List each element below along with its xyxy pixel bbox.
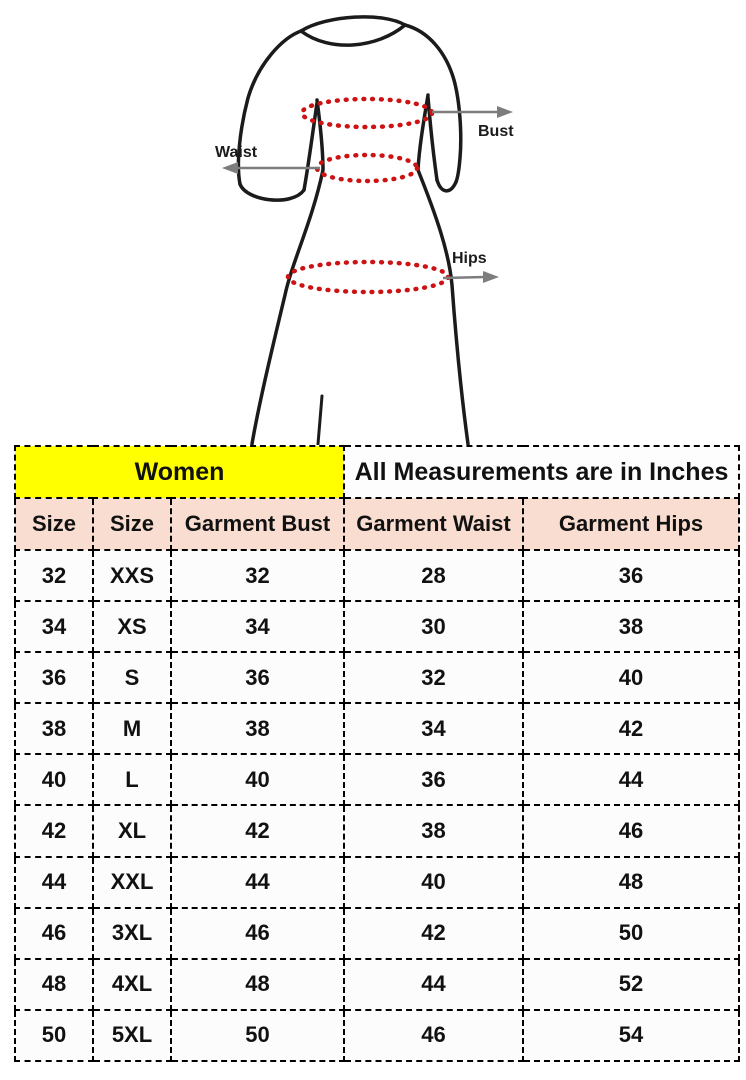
size-cell: 36	[171, 652, 344, 703]
size-cell: 42	[171, 805, 344, 856]
dress-measurement-diagram	[0, 0, 746, 445]
hips-label: Hips	[452, 250, 487, 267]
column-header-size-letter: Size	[93, 498, 171, 550]
size-cell: 54	[523, 1010, 739, 1061]
size-cell: 46	[171, 908, 344, 959]
measurement-note-cell: All Measurements are in Inches	[344, 446, 739, 498]
size-cell: 44	[344, 959, 523, 1010]
bust-label: Bust	[478, 123, 514, 140]
table-row	[15, 959, 739, 1010]
table-row	[15, 703, 739, 754]
size-cell: 34	[15, 601, 93, 652]
table-row	[15, 754, 739, 805]
group-header-row	[15, 446, 739, 498]
hips-arrow	[443, 277, 485, 278]
table-row	[15, 908, 739, 959]
column-header-size-numeric: Size	[15, 498, 93, 550]
size-cell: 38	[523, 601, 739, 652]
hips-measure-line	[288, 262, 448, 292]
table-row	[15, 857, 739, 908]
waist-arrowhead-icon	[222, 162, 238, 174]
size-cell: 40	[15, 754, 93, 805]
size-cell: 42	[523, 703, 739, 754]
size-cell: 38	[15, 703, 93, 754]
size-cell: M	[93, 703, 171, 754]
size-cell: 4XL	[93, 959, 171, 1010]
size-cell: 40	[171, 754, 344, 805]
size-cell: 44	[15, 857, 93, 908]
size-cell: XXS	[93, 550, 171, 601]
waist-label: Waist	[215, 144, 258, 161]
size-cell: 48	[15, 959, 93, 1010]
bust-arrowhead-icon	[497, 106, 513, 118]
size-cell: XXL	[93, 857, 171, 908]
size-cell: 50	[15, 1010, 93, 1061]
size-table-body	[15, 550, 739, 1061]
size-cell: 42	[15, 805, 93, 856]
column-header-row	[15, 498, 739, 550]
table-row	[15, 652, 739, 703]
size-cell: 40	[523, 652, 739, 703]
size-cell: 32	[15, 550, 93, 601]
size-cell: 46	[15, 908, 93, 959]
size-cell: S	[93, 652, 171, 703]
women-header-cell: Women	[15, 446, 344, 498]
size-cell: XS	[93, 601, 171, 652]
bust-measure-line	[302, 99, 432, 127]
size-cell: 34	[344, 703, 523, 754]
size-cell: 36	[344, 754, 523, 805]
size-cell: 38	[344, 805, 523, 856]
size-cell: 28	[344, 550, 523, 601]
column-header-garment-bust: Garment Bust	[171, 498, 344, 550]
size-cell: L	[93, 754, 171, 805]
size-cell: 52	[523, 959, 739, 1010]
table-row	[15, 805, 739, 856]
size-cell: 48	[171, 959, 344, 1010]
size-cell: 40	[344, 857, 523, 908]
table-row	[15, 601, 739, 652]
size-cell: 50	[523, 908, 739, 959]
size-cell: 36	[523, 550, 739, 601]
size-cell: 38	[171, 703, 344, 754]
table-row	[15, 1010, 739, 1061]
size-cell: 44	[171, 857, 344, 908]
size-cell: 46	[523, 805, 739, 856]
table-row	[15, 550, 739, 601]
size-cell: 48	[523, 857, 739, 908]
size-cell: 50	[171, 1010, 344, 1061]
size-cell: 42	[344, 908, 523, 959]
hips-arrowhead-icon	[483, 271, 499, 283]
column-header-garment-hips: Garment Hips	[523, 498, 739, 550]
size-cell: 44	[523, 754, 739, 805]
size-cell: 32	[171, 550, 344, 601]
size-table	[14, 445, 740, 1062]
size-cell: XL	[93, 805, 171, 856]
column-header-garment-waist: Garment Waist	[344, 498, 523, 550]
size-cell: 46	[344, 1010, 523, 1061]
size-cell: 34	[171, 601, 344, 652]
size-cell: 3XL	[93, 908, 171, 959]
size-cell: 30	[344, 601, 523, 652]
waist-measure-line	[317, 155, 417, 181]
size-cell: 5XL	[93, 1010, 171, 1061]
size-cell: 36	[15, 652, 93, 703]
dress-outline	[238, 17, 468, 444]
size-cell: 32	[344, 652, 523, 703]
